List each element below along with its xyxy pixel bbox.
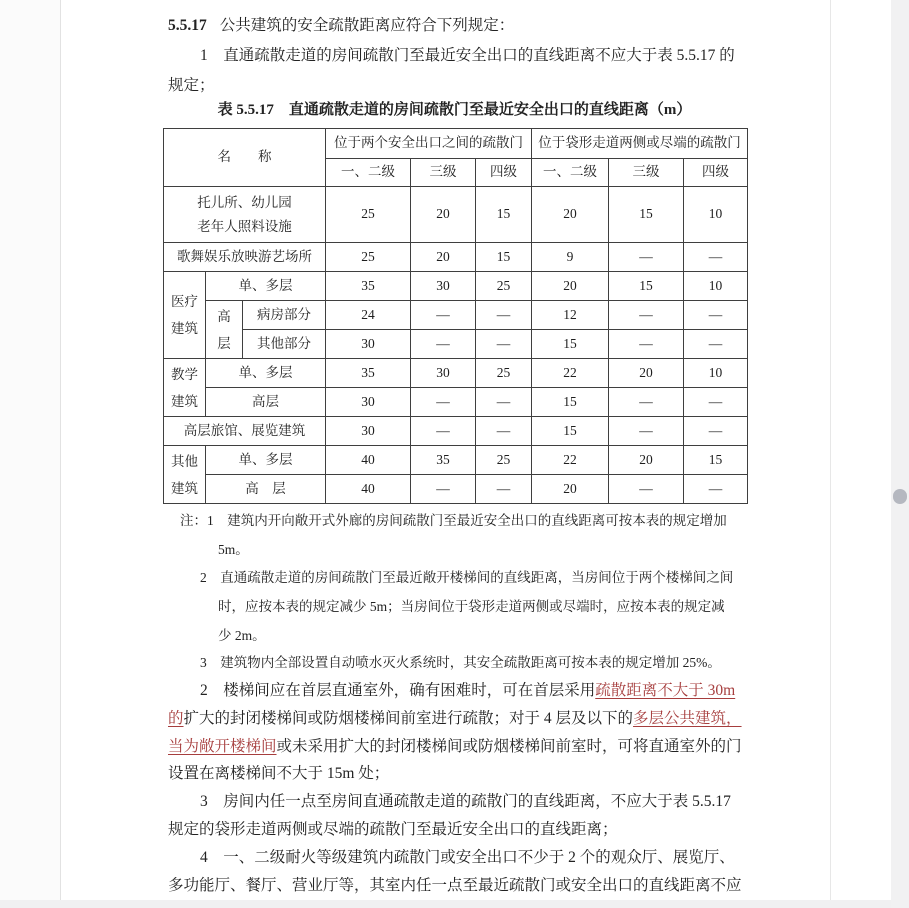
item-1-line-2: 规定； — [168, 77, 215, 94]
table-cell: — — [411, 301, 476, 330]
table-cell: 20 — [532, 475, 609, 504]
header-level: 三级 — [609, 159, 684, 187]
table-cell: 15 — [532, 417, 609, 446]
category-line: 高 — [217, 308, 231, 324]
header-name-col: 名 称 — [164, 129, 326, 187]
table-cell: 10 — [684, 187, 748, 243]
red-emphasis: 当为敞开楼梯间 — [168, 738, 277, 755]
table-cell: 15 — [476, 243, 532, 272]
row-label-hotel: 高层旅馆、展览建筑 — [164, 417, 326, 446]
table-cell: 20 — [411, 187, 476, 243]
vertical-scrollbar-thumb[interactable] — [893, 489, 907, 504]
table-cell: 20 — [609, 359, 684, 388]
note-1-line-1: 注：1 建筑内开向敞开式外廊的房间疏散门至最近安全出口的直线距离可按本表的规定增加 — [180, 513, 727, 528]
category-line: 医疗 — [171, 294, 198, 309]
row-label-medical-single: 单、多层 — [206, 272, 326, 301]
header-level: 一、二级 — [326, 159, 411, 187]
row-label-entertainment: 歌舞娱乐放映游艺场所 — [164, 243, 326, 272]
category-line: 教学 — [171, 366, 198, 382]
table-cell: — — [684, 388, 748, 417]
clause-number: 5.5.17 — [168, 17, 207, 34]
table-cell: 30 — [326, 330, 411, 359]
page-right-edge-line — [830, 0, 831, 908]
row-label-other-single: 单、多层 — [206, 446, 326, 475]
clause-text: 公共建筑的安全疏散距离应符合下列规定： — [219, 17, 515, 34]
table-cell: 15 — [609, 187, 684, 243]
table-cell: 15 — [476, 187, 532, 243]
table-cell: 35 — [326, 359, 411, 388]
table-cell: 15 — [609, 272, 684, 301]
paragraph-2-line-2 — [168, 708, 742, 729]
red-emphasis: 疏散距离不大于 30m — [595, 682, 736, 699]
row-category-teaching — [164, 359, 206, 417]
red-emphasis: 多层公共建筑， — [633, 710, 742, 727]
table-cell: — — [476, 388, 532, 417]
table-cell: — — [609, 475, 684, 504]
note-2-line-1: 2 直通疏散走道的房间疏散门至最近敞开楼梯间的直线距离，当房间位于两个楼梯间之间 — [200, 570, 734, 585]
note-3: 3 建筑物内全部设置自动喷水灭火系统时，其安全疏散距离可按本表的规定增加 25%。 — [200, 655, 721, 670]
table-cell: — — [684, 243, 748, 272]
table-cell: 20 — [609, 446, 684, 475]
table-cell: — — [411, 330, 476, 359]
row-label-other-high: 高 层 — [206, 475, 326, 504]
table-cell: 24 — [326, 301, 411, 330]
category-line: 其他 — [171, 453, 198, 469]
table-cell: — — [684, 301, 748, 330]
table-cell: — — [476, 330, 532, 359]
table-cell: — — [411, 417, 476, 446]
category-line: 建筑 — [171, 393, 198, 409]
table-cell: 30 — [411, 272, 476, 301]
table-cell: 25 — [326, 187, 411, 243]
row-category-other — [164, 446, 206, 504]
table-cell: — — [411, 388, 476, 417]
evacuation-distance-table — [163, 128, 748, 504]
header-group-bag: 位于袋形走道两侧或尽端的疏散门 — [532, 129, 748, 159]
item-1-line-1: 1 直通疏散走道的房间疏散门至最近安全出口的直线距离不应大于表 5.5.17 的 — [200, 47, 735, 64]
table-cell: 22 — [532, 359, 609, 388]
table-cell: 22 — [532, 446, 609, 475]
row-category-medical-highrise — [206, 301, 243, 359]
table-cell: — — [411, 475, 476, 504]
table-cell: 25 — [476, 359, 532, 388]
paragraph-4-line-1: 4 一、二级耐火等级建筑内疏散门或安全出口不少于 2 个的观众厅、展览厅、 — [200, 849, 735, 866]
paragraph-text: 或未采用扩大的封闭楼梯间或防烟楼梯间前室时，可将直通室外的门 — [276, 738, 742, 755]
paragraph-2-line-1 — [200, 680, 735, 701]
table-caption: 表 5.5.17 直通疏散走道的房间疏散门至最近安全出口的直线距离（m） — [217, 102, 692, 118]
table-cell: 30 — [326, 388, 411, 417]
table-cell: 30 — [326, 417, 411, 446]
table-cell: — — [476, 417, 532, 446]
table-cell: 35 — [411, 446, 476, 475]
header-level: 三级 — [411, 159, 476, 187]
table-cell: 10 — [684, 359, 748, 388]
paragraph-text: 扩大的封闭楼梯间或防烟楼梯间前室进行疏散；对于 4 层及以下的 — [183, 710, 634, 727]
clause-heading — [168, 15, 514, 36]
table-cell: — — [684, 330, 748, 359]
table-cell: 40 — [326, 475, 411, 504]
paragraph-3-line-1: 3 房间内任一点至房间直通疏散走道的疏散门的直线距离，不应大于表 5.5.17 — [200, 793, 731, 810]
table-cell: 25 — [326, 243, 411, 272]
note-2-line-3: 少 2m。 — [218, 628, 266, 643]
table-cell: 20 — [532, 272, 609, 301]
table-cell: 15 — [684, 446, 748, 475]
row-label-teaching-high: 高层 — [206, 388, 326, 417]
paragraph-4-line-2: 多功能厅、餐厅、营业厅等，其室内任一点至最近疏散门或安全出口的直线距离不应 — [168, 877, 742, 894]
table-cell: 15 — [532, 330, 609, 359]
table-cell: 20 — [532, 187, 609, 243]
row-label-line: 托儿所、幼儿园 — [197, 194, 292, 210]
vertical-scrollbar-track[interactable] — [891, 0, 909, 908]
table-cell: — — [684, 475, 748, 504]
table-cell: 25 — [476, 272, 532, 301]
header-level: 一、二级 — [532, 159, 609, 187]
category-line: 层 — [217, 335, 231, 351]
category-line: 建筑 — [171, 480, 198, 496]
table-cell: — — [609, 330, 684, 359]
row-label-teaching-single: 单、多层 — [206, 359, 326, 388]
table-cell: — — [476, 301, 532, 330]
horizontal-scrollbar-track[interactable] — [0, 900, 891, 908]
table-cell: 25 — [476, 446, 532, 475]
category-line: 建筑 — [171, 321, 198, 336]
page-left-margin — [0, 0, 61, 908]
paragraph-2-line-4: 设置在离楼梯间不大于 15m 处； — [168, 765, 390, 782]
table-cell: 40 — [326, 446, 411, 475]
table-cell: 10 — [684, 272, 748, 301]
row-label-nursery — [164, 187, 326, 243]
row-category-medical — [164, 272, 206, 359]
header-level: 四级 — [684, 159, 748, 187]
note-2-line-2: 时，应按本表的规定减少 5m；当房间位于袋形走道两侧或尽端时，应按本表的规定减 — [218, 599, 725, 614]
row-label-medical-ward: 病房部分 — [243, 301, 326, 330]
table-cell: 35 — [326, 272, 411, 301]
table-cell: — — [684, 417, 748, 446]
table-cell: — — [609, 301, 684, 330]
red-emphasis: 的 — [168, 710, 184, 727]
row-label-line: 老年人照料设施 — [197, 218, 292, 234]
header-level: 四级 — [476, 159, 532, 187]
table-cell: 15 — [532, 388, 609, 417]
table-cell: 20 — [411, 243, 476, 272]
row-label-medical-other: 其他部分 — [243, 330, 326, 359]
note-1-line-2: 5m。 — [218, 542, 249, 557]
table-cell: — — [476, 475, 532, 504]
paragraph-text: 2 楼梯间应在首层直通室外，确有困难时，可在首层采用 — [200, 682, 596, 699]
table-cell: — — [609, 243, 684, 272]
table-cell: 30 — [411, 359, 476, 388]
table-cell: 12 — [532, 301, 609, 330]
table-cell: 9 — [532, 243, 609, 272]
table-cell: — — [609, 417, 684, 446]
paragraph-2-line-3 — [168, 736, 742, 757]
table-cell: — — [609, 388, 684, 417]
header-group-between: 位于两个安全出口之间的疏散门 — [326, 129, 532, 159]
paragraph-3-line-2: 规定的袋形走道两侧或尽端的疏散门至最近安全出口的直线距离； — [168, 821, 618, 838]
